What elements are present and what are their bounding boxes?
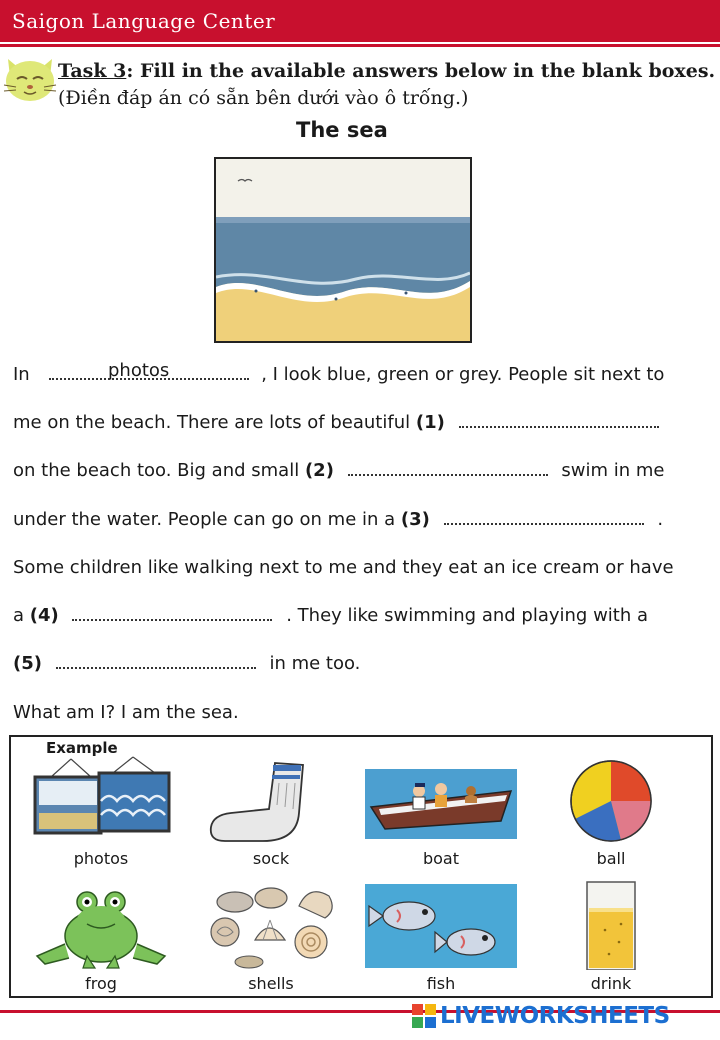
blank-number-2: (2) [304,460,334,481]
ball-icon [531,755,691,845]
answer-blank-1[interactable] [459,414,659,428]
choice-label: drink [590,974,632,993]
choice-drink [526,880,696,993]
blank-number-4: (4) [29,605,59,626]
choice-label: ball [596,849,626,868]
choice-photos [16,755,186,868]
blank-number-1: (1) [415,412,445,433]
answer-blank-4[interactable] [72,607,272,621]
passage-text: . [657,509,664,530]
boat-icon [361,755,521,845]
passage-text: in me too. [269,653,361,674]
passage-text: swim in me [561,460,665,481]
passage-line-2 [13,412,659,433]
passage-line-8 [13,702,239,723]
example-label: Example [46,739,118,757]
choice-label: boat [422,849,460,868]
passage-line-6 [13,605,648,626]
task-instruction-vietnamese: (Điền đáp án có sẵn bên dưới vào ô trống.) [58,87,469,109]
passage-text: on the beach too. Big and small [13,460,300,481]
frog-icon [21,880,181,970]
shells-icon [191,880,351,970]
answer-blank-5[interactable] [56,655,256,669]
choice-frog [16,880,186,993]
passage-text: under the water. People can go on me in a [13,509,396,530]
header-bar [0,0,720,42]
liveworksheets-logo [412,1003,670,1029]
passage-line-4 [13,509,663,530]
task-label: Task 3 [58,60,127,82]
passage-text: In [13,364,30,385]
reading-title: The sea [296,118,388,142]
answer-blank-2[interactable] [348,462,548,476]
drink-icon [531,880,691,970]
passage-text: What am I? I am the sea. [13,702,239,723]
blank-number-3: (3) [400,509,430,530]
passage-text: me on the beach. There are lots of beautiful [13,412,411,433]
passage-line-7 [13,653,360,674]
passage-line-3 [13,460,665,481]
choice-fish [356,880,526,993]
passage-text: . They like swimming and playing with a [286,605,649,626]
choice-sock [186,755,356,868]
passage-text: Some children like walking next to me and they eat an ice cream or have [13,557,674,578]
logo-text: LIVEWORKSHEETS [440,1003,670,1029]
passage-text: , I look blue, green or grey. People sit next to [261,364,665,385]
passage-line-5 [13,557,674,578]
header-divider [0,44,720,47]
answer-blank-3[interactable] [444,511,644,525]
choice-shells [186,880,356,993]
choice-label: frog [85,974,117,993]
photos-icon [21,755,181,845]
task-instruction [58,58,718,112]
choice-boat [356,755,526,868]
choice-label: photos [73,849,129,868]
blank-number-5: (5) [13,653,42,674]
liveworksheets-mark-icon [412,1004,436,1028]
example-answer: photos [108,360,170,381]
sea-illustration [214,157,472,343]
choice-label: shells [248,974,294,993]
sock-icon [191,755,351,845]
passage-text: a [13,605,25,626]
choice-label: fish [426,974,456,993]
cat-mascot-icon [2,55,58,107]
choice-label: sock [252,849,290,868]
task-instruction-text: : Fill in the available answers below in the blank boxes. [126,60,716,82]
center-name: Saigon Language Center [12,9,276,33]
fish-icon [361,880,521,970]
passage-line-1 [13,364,664,385]
example-blank [49,366,249,380]
choice-ball [526,755,696,868]
